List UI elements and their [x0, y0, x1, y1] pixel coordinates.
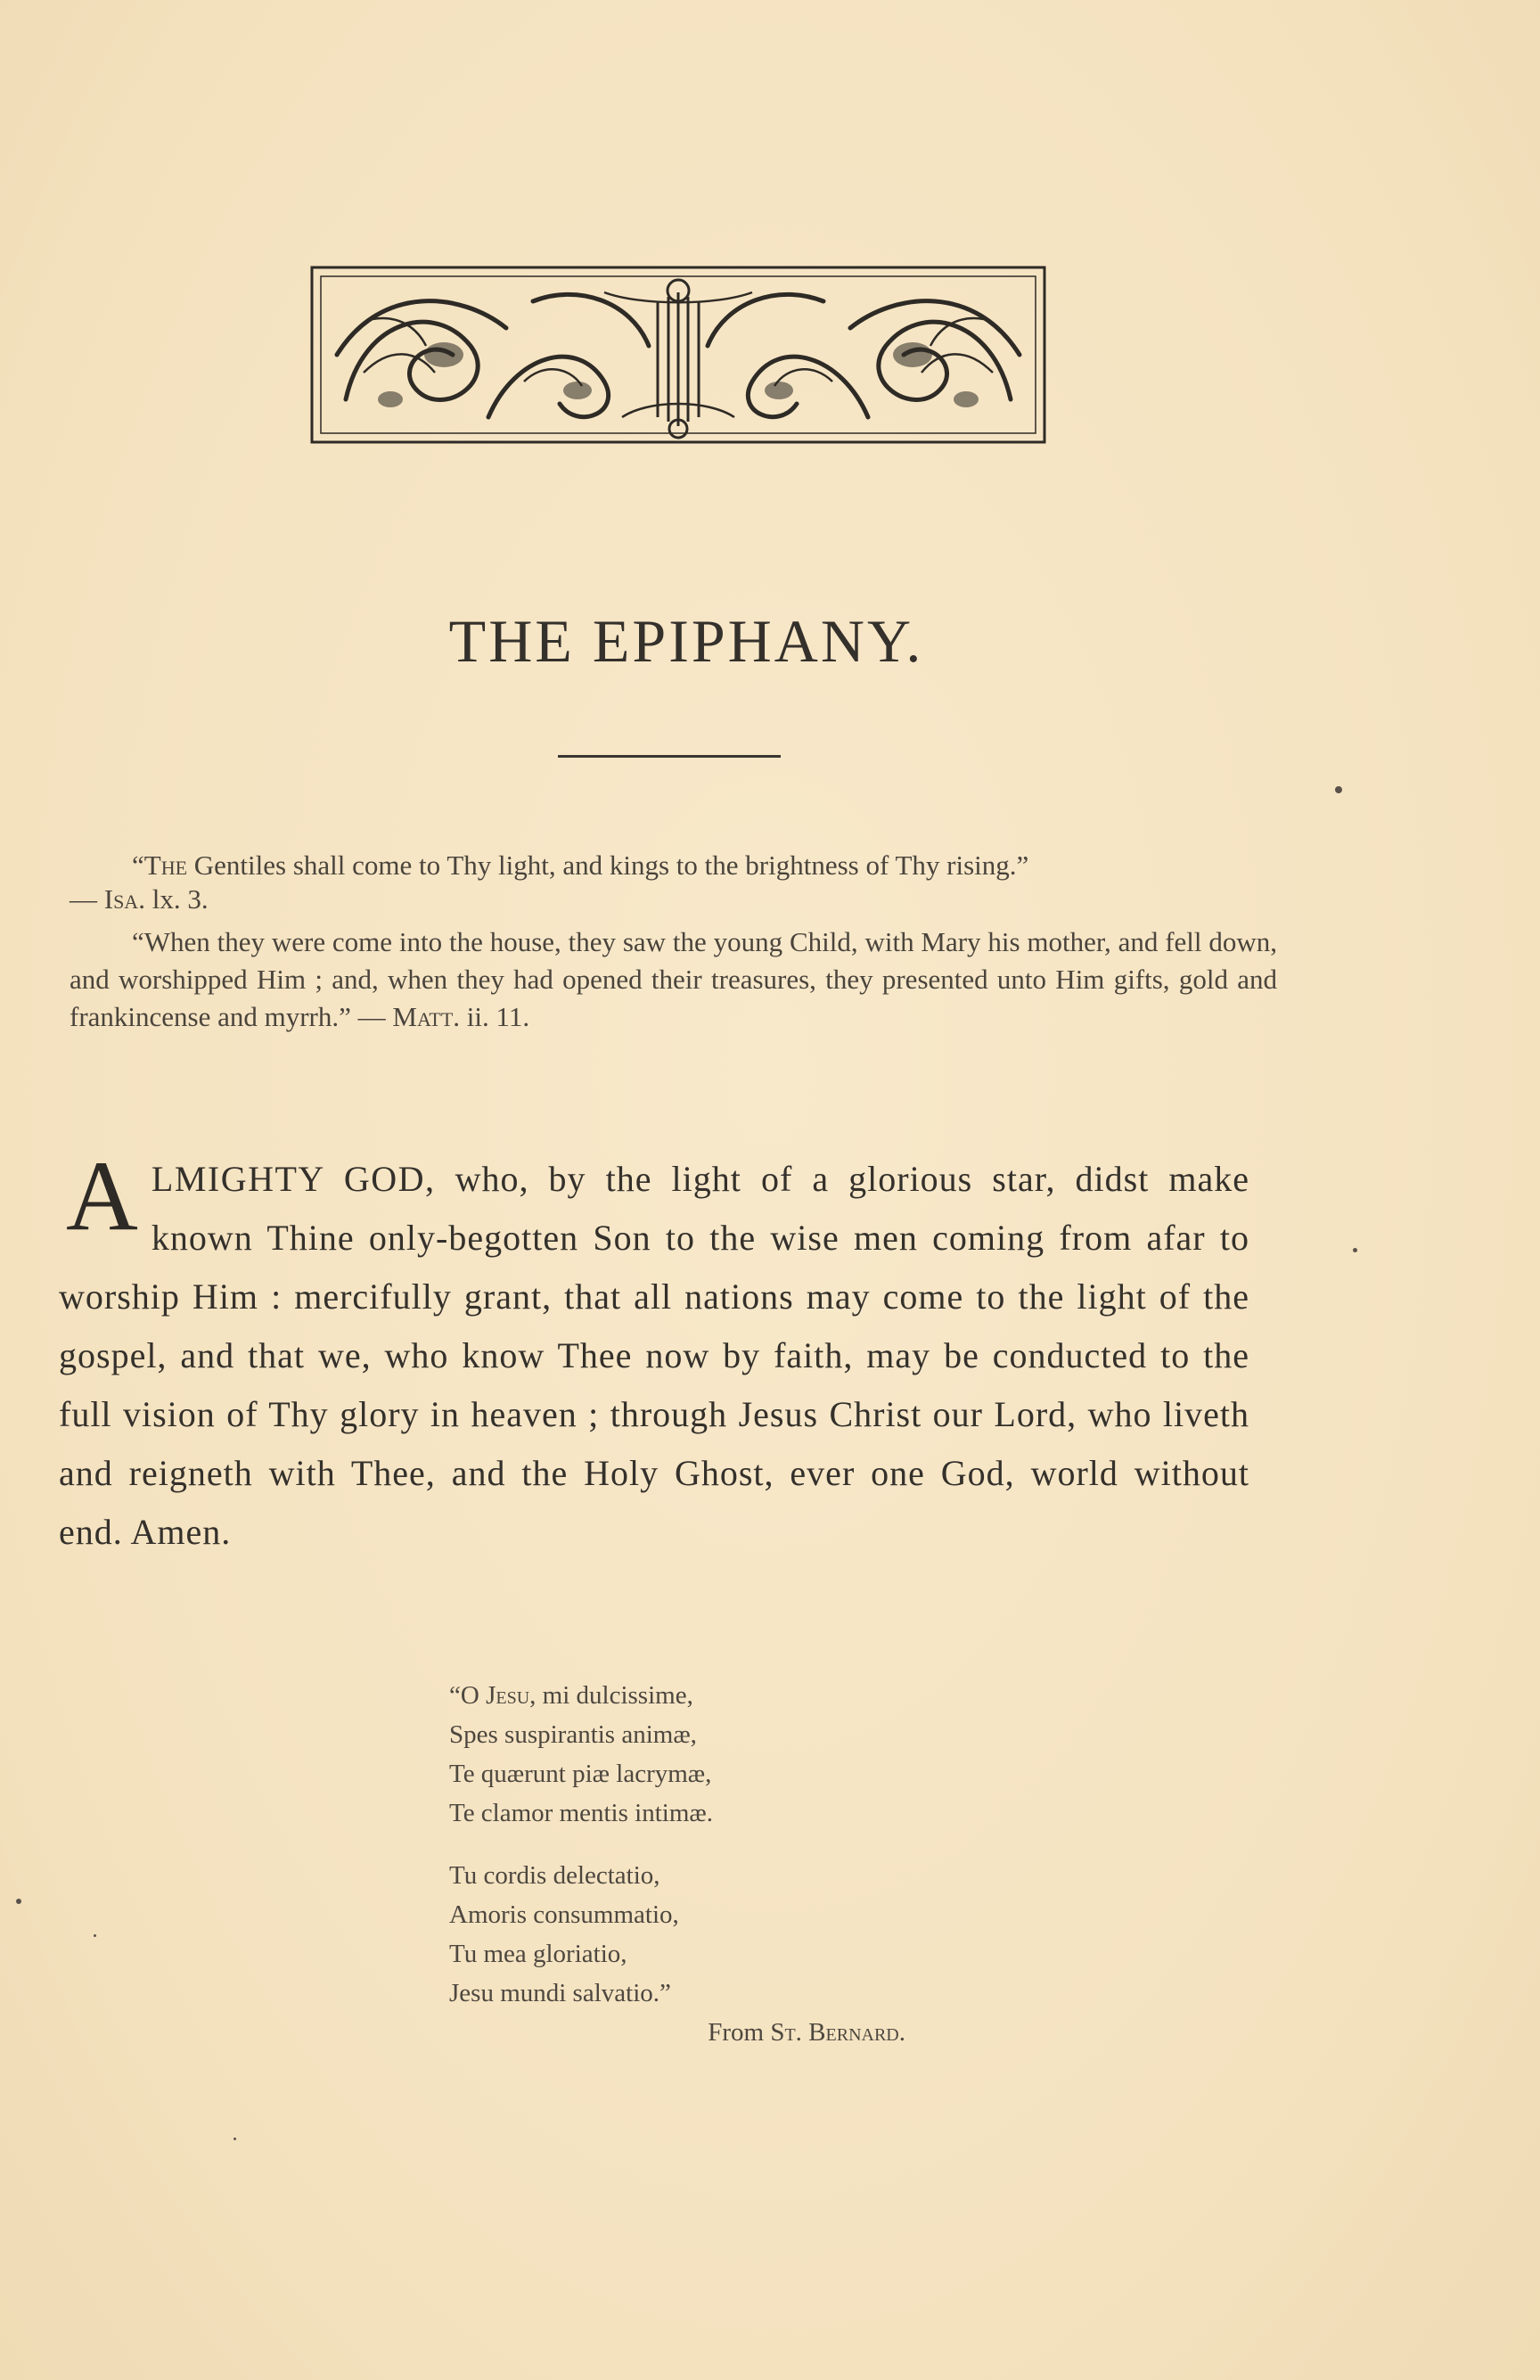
headpiece-ornament — [310, 266, 1046, 444]
epigraph-quote-isaiah: “The Gentiles shall come to Thy light, and kings to the brightness of Thy rising.” — [132, 849, 1029, 881]
verse-line: Te quærunt piæ lacrymæ, — [449, 1760, 712, 1788]
epigraph-ref-book-matthew: Matt. — [392, 1001, 461, 1032]
title-rule — [558, 755, 781, 758]
epigraph-quote-matthew-text: “When they were come into the house, they saw the young Child, with Mary his mother, and fell down, and worshipped Him ; and, when they had opened their treasures, they presented unto Him gifts, gold and frankincense and myrrh.” — — [70, 926, 1277, 1032]
verse-line: Tu mea gloriatio, — [449, 1940, 627, 1968]
attribution-name: St. Bernard. — [770, 2018, 905, 2047]
epigraph — [70, 847, 1277, 1036]
collect-prayer — [59, 1141, 1249, 1562]
paper-speck — [16, 1899, 21, 1904]
epigraph-quote-isaiah-text: Gentiles shall come to Thy light, and kings to the brightness of Thy rising.” — [187, 849, 1029, 881]
paper-speck — [1353, 1248, 1357, 1252]
collect-body: who, by the light of a glorious star, didst make known Thine only-begotten Son to the wise men coming from afar to worship Him : mercifully grant, that all nations may come to the light of the gospel, and that we, who know Thee now by faith, may be conducted to the full vision of Thy glory in heaven ; through Jesus Christ our Lord, who liveth and reigneth with Thee, and the Holy Ghost, ever one God, world without end. Amen. — [59, 1159, 1249, 1552]
verse-line: “O Jesu, mi dulcissime, — [449, 1681, 693, 1710]
paper-speck — [1335, 786, 1342, 793]
epigraph-ref-book: Isa. — [103, 883, 145, 915]
verse-line: Tu cordis delectatio, — [449, 1861, 660, 1890]
verse-line: Te clamor mentis intimæ. — [449, 1799, 713, 1827]
epigraph-ref-isaiah: — Isa. lx. 3. — [70, 883, 209, 915]
epigraph-quote-matthew: “When they were come into the house, they saw the young Child, with Mary his mother, and fell down, and worshipped Him ; and, when they had opened their treasures, they presented unto Him gifts, gold and frankincense and myrrh.” — Matt. ii. 11. — [70, 926, 1277, 1032]
collect-lead: LMIGHTY GOD, — [151, 1159, 436, 1199]
page-title: THE EPIPHANY. — [448, 607, 924, 675]
paper-speck — [94, 1934, 96, 1937]
stanza-2 — [449, 1856, 948, 2052]
stanza-1 — [449, 1676, 948, 1833]
hymn-verse — [449, 1676, 948, 2075]
verse-line: Jesu mundi salvatio.” — [449, 1979, 671, 2007]
paper-speck — [233, 2138, 236, 2140]
epigraph-lead-word: The — [143, 849, 188, 881]
verse-line: Amoris consummatio, — [449, 1900, 679, 1929]
drop-cap: A — [66, 1141, 139, 1252]
verse-line: Spes suspirantis animæ, — [449, 1720, 697, 1749]
attribution: From St. Bernard. — [708, 2018, 905, 2047]
